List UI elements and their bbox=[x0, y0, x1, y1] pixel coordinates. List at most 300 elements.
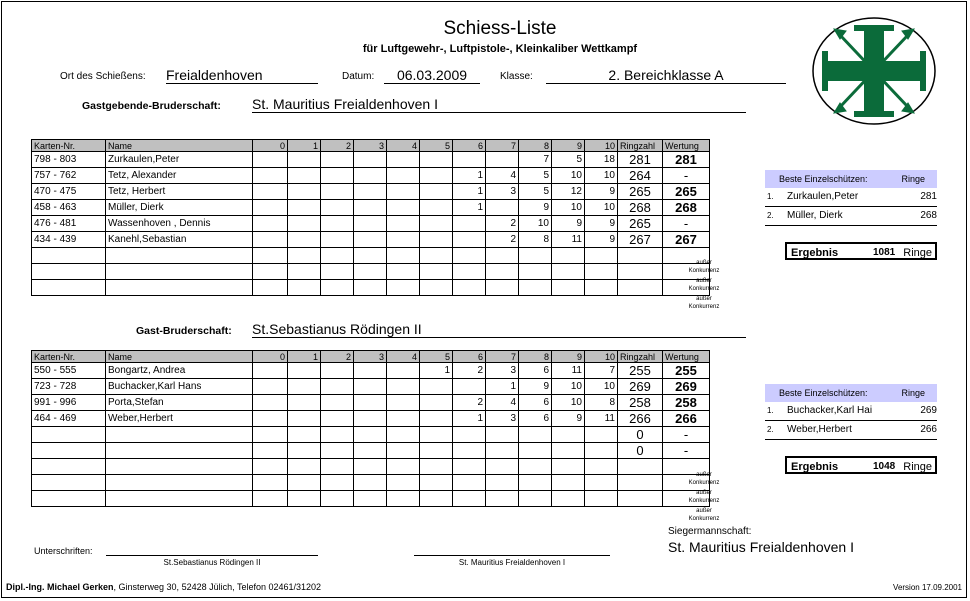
host-column-header: 9 bbox=[552, 140, 585, 152]
best-host-name: Zurkaulen,Peter bbox=[787, 191, 859, 202]
host-name-cell bbox=[106, 280, 253, 296]
guest-name-cell bbox=[106, 427, 253, 443]
best-host-header-unit: Ringe bbox=[901, 174, 925, 184]
host-ringzahl-cell: 267 bbox=[618, 232, 663, 248]
signature-line-host: St. Mauritius Freialdenhoven I bbox=[414, 555, 610, 567]
host-wertung-cell: - bbox=[663, 216, 710, 232]
host-count-cell bbox=[387, 152, 420, 168]
guest-count-cell bbox=[420, 491, 453, 507]
best-guest-ringe: 266 bbox=[920, 424, 937, 435]
signature-line-guest: St.Sebastianus Rödingen II bbox=[106, 555, 318, 567]
host-count-cell: 1 bbox=[453, 200, 486, 216]
guest-wertung-cell: - bbox=[663, 443, 710, 459]
guest-count-cell: 8 bbox=[585, 395, 618, 411]
host-count-cell bbox=[288, 216, 321, 232]
host-count-cell: 12 bbox=[552, 184, 585, 200]
guest-count-cell bbox=[321, 459, 354, 475]
host-count-cell bbox=[453, 280, 486, 296]
host-count-cell bbox=[387, 184, 420, 200]
guest-count-cell: 9 bbox=[519, 379, 552, 395]
guest-count-cell bbox=[321, 427, 354, 443]
guest-count-cell bbox=[552, 443, 585, 459]
guest-count-cell bbox=[519, 491, 552, 507]
host-count-cell bbox=[354, 152, 387, 168]
host-count-cell bbox=[354, 232, 387, 248]
host-karten-cell: 798 - 803 bbox=[32, 152, 106, 168]
guest-count-cell bbox=[253, 443, 288, 459]
guest-count-cell bbox=[387, 427, 420, 443]
guest-count-cell bbox=[321, 491, 354, 507]
host-count-cell bbox=[453, 264, 486, 280]
guest-header-row bbox=[32, 351, 710, 363]
host-count-cell bbox=[387, 168, 420, 184]
guest-ringzahl-cell bbox=[618, 475, 663, 491]
host-wertung-cell: - bbox=[663, 168, 710, 184]
host-count-cell bbox=[387, 200, 420, 216]
host-count-cell bbox=[486, 152, 519, 168]
host-count-cell: 10 bbox=[519, 216, 552, 232]
guest-count-cell bbox=[253, 475, 288, 491]
guest-wertung-cell: 258 bbox=[663, 395, 710, 411]
guest-count-cell bbox=[387, 475, 420, 491]
guest-ringzahl-cell bbox=[618, 459, 663, 475]
host-count-cell bbox=[453, 216, 486, 232]
guest-count-cell bbox=[321, 363, 354, 379]
host-karten-cell bbox=[32, 264, 106, 280]
best-host-header bbox=[765, 170, 937, 188]
guest-column-header: 4 bbox=[387, 351, 420, 363]
best-host-ringe: 268 bbox=[920, 210, 937, 221]
best-guest-box bbox=[765, 384, 937, 440]
guest-count-cell: 9 bbox=[552, 411, 585, 427]
guest-table-row bbox=[32, 459, 710, 475]
host-ringzahl-cell bbox=[618, 248, 663, 264]
host-column-header: 5 bbox=[420, 140, 453, 152]
host-count-cell bbox=[486, 264, 519, 280]
host-count-cell bbox=[321, 232, 354, 248]
guest-count-cell bbox=[585, 491, 618, 507]
host-ringzahl-cell: 264 bbox=[618, 168, 663, 184]
guest-count-cell bbox=[552, 491, 585, 507]
guest-ergebnis-unit: Ringe bbox=[903, 461, 932, 473]
host-ergebnis-value: 1081 bbox=[873, 247, 896, 258]
guest-count-cell bbox=[288, 491, 321, 507]
guest-count-cell bbox=[354, 379, 387, 395]
host-count-cell bbox=[420, 248, 453, 264]
guest-count-cell bbox=[552, 459, 585, 475]
guest-count-cell: 1 bbox=[453, 411, 486, 427]
guest-count-cell bbox=[387, 443, 420, 459]
host-count-cell bbox=[253, 232, 288, 248]
host-count-cell: 5 bbox=[519, 168, 552, 184]
host-ringzahl-cell bbox=[618, 264, 663, 280]
guest-count-cell bbox=[288, 475, 321, 491]
guest-count-cell bbox=[321, 411, 354, 427]
guest-count-cell bbox=[453, 427, 486, 443]
host-karten-cell: 470 - 475 bbox=[32, 184, 106, 200]
guest-count-cell bbox=[288, 395, 321, 411]
host-count-cell: 1 bbox=[453, 168, 486, 184]
ausser-konkurrenz-note: außer Konkurrenz bbox=[688, 260, 720, 274]
host-table-row bbox=[32, 280, 710, 296]
host-name-cell: Tetz, Herbert bbox=[106, 184, 253, 200]
best-host-name: Müller, Dierk bbox=[787, 210, 843, 221]
host-count-cell: 4 bbox=[486, 168, 519, 184]
host-count-cell bbox=[354, 216, 387, 232]
guest-name-cell: Buchacker,Karl Hans bbox=[106, 379, 253, 395]
guest-count-cell bbox=[354, 427, 387, 443]
klasse-label: Klasse: bbox=[500, 71, 533, 82]
ausser-konkurrenz-note: außer Konkurrenz bbox=[688, 490, 720, 504]
host-count-cell bbox=[288, 248, 321, 264]
host-count-cell bbox=[387, 248, 420, 264]
guest-count-cell bbox=[486, 459, 519, 475]
host-count-cell bbox=[354, 200, 387, 216]
host-count-cell bbox=[253, 184, 288, 200]
host-count-cell bbox=[552, 264, 585, 280]
guest-karten-cell: 723 - 728 bbox=[32, 379, 106, 395]
guest-count-cell bbox=[288, 379, 321, 395]
datum-label: Datum: bbox=[342, 71, 375, 82]
host-column-header: Name bbox=[106, 140, 253, 152]
guest-count-cell bbox=[288, 459, 321, 475]
ort-label: Ort des Schießens: bbox=[60, 71, 146, 82]
guest-count-cell bbox=[486, 427, 519, 443]
host-column-header: 1 bbox=[288, 140, 321, 152]
host-count-cell: 11 bbox=[552, 232, 585, 248]
guest-count-cell bbox=[519, 475, 552, 491]
guest-karten-cell: 550 - 555 bbox=[32, 363, 106, 379]
host-count-cell bbox=[288, 280, 321, 296]
footer-author bbox=[6, 582, 321, 592]
guest-score-table bbox=[31, 350, 710, 507]
guest-count-cell bbox=[321, 379, 354, 395]
guest-ringzahl-cell: 269 bbox=[618, 379, 663, 395]
host-count-cell bbox=[420, 280, 453, 296]
host-table-row bbox=[32, 264, 710, 280]
host-column-header: Wertung bbox=[663, 140, 710, 152]
best-host-row bbox=[765, 207, 937, 226]
host-name-cell bbox=[106, 248, 253, 264]
host-count-cell bbox=[253, 216, 288, 232]
host-name-cell: Wassenhoven , Dennis bbox=[106, 216, 253, 232]
host-count-cell bbox=[253, 168, 288, 184]
guest-column-header: 1 bbox=[288, 351, 321, 363]
host-table-row bbox=[32, 168, 710, 184]
host-count-cell bbox=[486, 200, 519, 216]
guest-ringzahl-cell: 0 bbox=[618, 443, 663, 459]
guest-count-cell bbox=[253, 491, 288, 507]
host-count-cell bbox=[354, 168, 387, 184]
host-count-cell bbox=[585, 280, 618, 296]
signatures-label: Unterschriften: bbox=[34, 546, 93, 556]
guest-count-cell bbox=[288, 427, 321, 443]
guest-count-cell bbox=[420, 443, 453, 459]
guest-count-cell: 10 bbox=[585, 379, 618, 395]
host-column-header: 0 bbox=[253, 140, 288, 152]
host-count-cell: 2 bbox=[486, 232, 519, 248]
guest-column-header: 2 bbox=[321, 351, 354, 363]
guest-count-cell: 7 bbox=[585, 363, 618, 379]
host-count-cell: 5 bbox=[519, 184, 552, 200]
best-guest-header-label: Beste Einzelschützen: bbox=[779, 388, 868, 398]
host-count-cell bbox=[288, 264, 321, 280]
guest-count-cell: 2 bbox=[453, 363, 486, 379]
guest-count-cell bbox=[585, 443, 618, 459]
best-guest-rank: 2. bbox=[767, 425, 774, 434]
ausser-konkurrenz-note: außer Konkurrenz bbox=[688, 472, 720, 486]
guest-ringzahl-cell: 255 bbox=[618, 363, 663, 379]
guest-name-cell bbox=[106, 443, 253, 459]
guest-column-header: 5 bbox=[420, 351, 453, 363]
host-ringzahl-cell: 265 bbox=[618, 216, 663, 232]
guest-count-cell bbox=[354, 395, 387, 411]
host-ringzahl-cell bbox=[618, 280, 663, 296]
guest-count-cell: 1 bbox=[420, 363, 453, 379]
guest-column-header: Wertung bbox=[663, 351, 710, 363]
best-host-rank: 2. bbox=[767, 211, 774, 220]
host-count-cell bbox=[453, 152, 486, 168]
guest-name-cell: Porta,Stefan bbox=[106, 395, 253, 411]
crossed-arrows-logo-icon bbox=[812, 17, 936, 125]
guest-count-cell bbox=[253, 395, 288, 411]
guest-count-cell bbox=[420, 379, 453, 395]
host-count-cell bbox=[420, 200, 453, 216]
page-subtitle: für Luftgewehr-, Luftpistole-, Kleinkaliber Wettkampf bbox=[362, 43, 638, 55]
guest-column-header: Karten-Nr. bbox=[32, 351, 106, 363]
best-host-row bbox=[765, 188, 937, 207]
guest-wertung-cell: 266 bbox=[663, 411, 710, 427]
guest-karten-cell bbox=[32, 459, 106, 475]
host-name-cell: Zurkaulen,Peter bbox=[106, 152, 253, 168]
host-count-cell bbox=[519, 264, 552, 280]
guest-count-cell bbox=[253, 363, 288, 379]
host-count-cell bbox=[387, 280, 420, 296]
guest-table-row bbox=[32, 475, 710, 491]
host-count-cell bbox=[354, 264, 387, 280]
guest-count-cell bbox=[387, 491, 420, 507]
guest-karten-cell bbox=[32, 427, 106, 443]
best-host-rank: 1. bbox=[767, 192, 774, 201]
host-count-cell bbox=[420, 184, 453, 200]
host-wertung-cell: 281 bbox=[663, 152, 710, 168]
best-guest-name: Weber,Herbert bbox=[787, 424, 852, 435]
guest-count-cell bbox=[253, 427, 288, 443]
host-column-header: 8 bbox=[519, 140, 552, 152]
host-count-cell bbox=[486, 248, 519, 264]
guest-table-row bbox=[32, 491, 710, 507]
host-count-cell bbox=[585, 264, 618, 280]
guest-count-cell bbox=[253, 459, 288, 475]
host-name-cell bbox=[106, 264, 253, 280]
host-count-cell bbox=[519, 248, 552, 264]
guest-count-cell: 10 bbox=[552, 395, 585, 411]
guest-count-cell bbox=[288, 363, 321, 379]
guest-wertung-cell: 269 bbox=[663, 379, 710, 395]
host-count-cell: 2 bbox=[486, 216, 519, 232]
host-count-cell: 9 bbox=[585, 184, 618, 200]
best-guest-row bbox=[765, 402, 937, 421]
host-count-cell bbox=[321, 248, 354, 264]
guest-count-cell bbox=[420, 395, 453, 411]
guest-karten-cell: 991 - 996 bbox=[32, 395, 106, 411]
host-count-cell: 10 bbox=[552, 200, 585, 216]
host-count-cell: 18 bbox=[585, 152, 618, 168]
guest-count-cell bbox=[519, 427, 552, 443]
guest-count-cell: 4 bbox=[486, 395, 519, 411]
host-count-cell bbox=[253, 152, 288, 168]
guest-count-cell bbox=[552, 427, 585, 443]
guest-count-cell: 3 bbox=[486, 411, 519, 427]
ausser-konkurrenz-note: außer Konkurrenz bbox=[688, 508, 720, 522]
host-count-cell bbox=[288, 168, 321, 184]
host-count-cell bbox=[321, 200, 354, 216]
best-guest-header bbox=[765, 384, 937, 402]
guest-ergebnis-value: 1048 bbox=[873, 461, 896, 472]
host-count-cell bbox=[453, 232, 486, 248]
host-ringzahl-cell: 265 bbox=[618, 184, 663, 200]
guest-column-header: 9 bbox=[552, 351, 585, 363]
guest-count-cell bbox=[321, 443, 354, 459]
host-column-header: 2 bbox=[321, 140, 354, 152]
host-name: St. Mauritius Freialdenhoven I bbox=[252, 96, 746, 113]
host-count-cell: 9 bbox=[519, 200, 552, 216]
guest-name-cell bbox=[106, 459, 253, 475]
host-count-cell: 9 bbox=[585, 216, 618, 232]
host-score-table bbox=[31, 139, 710, 296]
host-count-cell bbox=[420, 216, 453, 232]
guest-count-cell bbox=[453, 379, 486, 395]
guest-count-cell bbox=[453, 459, 486, 475]
guest-column-header: 6 bbox=[453, 351, 486, 363]
host-name-cell: Tetz, Alexander bbox=[106, 168, 253, 184]
guest-count-cell bbox=[420, 411, 453, 427]
guest-count-cell: 11 bbox=[552, 363, 585, 379]
host-count-cell bbox=[288, 184, 321, 200]
host-column-header: Ringzahl bbox=[618, 140, 663, 152]
guest-count-cell bbox=[354, 443, 387, 459]
host-count-cell bbox=[321, 184, 354, 200]
host-count-cell: 10 bbox=[552, 168, 585, 184]
host-count-cell: 9 bbox=[552, 216, 585, 232]
host-ringzahl-cell: 281 bbox=[618, 152, 663, 168]
guest-count-cell bbox=[519, 459, 552, 475]
guest-table-row bbox=[32, 395, 710, 411]
host-count-cell: 10 bbox=[585, 200, 618, 216]
guest-count-cell bbox=[552, 475, 585, 491]
host-count-cell bbox=[253, 264, 288, 280]
host-count-cell bbox=[387, 216, 420, 232]
host-count-cell: 9 bbox=[585, 232, 618, 248]
guest-count-cell bbox=[486, 491, 519, 507]
host-table-row bbox=[32, 152, 710, 168]
guest-column-header: 8 bbox=[519, 351, 552, 363]
host-count-cell bbox=[387, 232, 420, 248]
guest-count-cell bbox=[253, 379, 288, 395]
guest-column-header: Ringzahl bbox=[618, 351, 663, 363]
host-ergebnis bbox=[785, 242, 937, 260]
host-name-cell: Müller, Dierk bbox=[106, 200, 253, 216]
datum-field: 06.03.2009 bbox=[384, 67, 480, 84]
footer-author-name: Dipl.-Ing. Michael Gerken bbox=[6, 582, 114, 592]
guest-table-row bbox=[32, 411, 710, 427]
guest-column-header: 3 bbox=[354, 351, 387, 363]
host-count-cell: 1 bbox=[453, 184, 486, 200]
host-count-cell bbox=[253, 248, 288, 264]
host-count-cell: 10 bbox=[585, 168, 618, 184]
host-count-cell bbox=[552, 280, 585, 296]
guest-ringzahl-cell: 0 bbox=[618, 427, 663, 443]
guest-count-cell bbox=[420, 459, 453, 475]
guest-table-row bbox=[32, 363, 710, 379]
guest-column-header: Name bbox=[106, 351, 253, 363]
guest-karten-cell bbox=[32, 475, 106, 491]
guest-count-cell bbox=[420, 475, 453, 491]
guest-ergebnis-label: Ergebnis bbox=[791, 461, 839, 473]
guest-karten-cell: 464 - 469 bbox=[32, 411, 106, 427]
guest-name-cell bbox=[106, 491, 253, 507]
host-count-cell bbox=[420, 168, 453, 184]
guest-count-cell: 11 bbox=[585, 411, 618, 427]
host-karten-cell: 434 - 439 bbox=[32, 232, 106, 248]
host-column-header: 3 bbox=[354, 140, 387, 152]
guest-name-cell: Weber,Herbert bbox=[106, 411, 253, 427]
best-host-ringe: 281 bbox=[920, 191, 937, 202]
host-column-header: 7 bbox=[486, 140, 519, 152]
ausser-konkurrenz-note: außer Konkurrenz bbox=[688, 296, 720, 310]
guest-count-cell bbox=[253, 411, 288, 427]
host-count-cell bbox=[354, 248, 387, 264]
host-table-row bbox=[32, 216, 710, 232]
host-count-cell bbox=[420, 152, 453, 168]
host-ergebnis-label: Ergebnis bbox=[791, 247, 839, 259]
guest-count-cell: 2 bbox=[453, 395, 486, 411]
guest-table-row bbox=[32, 427, 710, 443]
best-guest-header-unit: Ringe bbox=[901, 388, 925, 398]
guest-column-header: 7 bbox=[486, 351, 519, 363]
best-host-header-label: Beste Einzelschützen: bbox=[779, 174, 868, 184]
guest-count-cell bbox=[354, 411, 387, 427]
guest-count-cell bbox=[486, 443, 519, 459]
guest-ringzahl-cell: 266 bbox=[618, 411, 663, 427]
ort-field: Freialdenhoven bbox=[166, 67, 318, 84]
host-ringzahl-cell: 268 bbox=[618, 200, 663, 216]
best-host-box bbox=[765, 170, 937, 226]
host-count-cell bbox=[321, 168, 354, 184]
guest-count-cell bbox=[387, 411, 420, 427]
guest-count-cell bbox=[354, 459, 387, 475]
host-count-cell bbox=[321, 216, 354, 232]
host-table-row bbox=[32, 248, 710, 264]
guest-count-cell bbox=[354, 363, 387, 379]
guest-count-cell bbox=[585, 475, 618, 491]
host-label: Gastgebende-Bruderschaft: bbox=[82, 100, 221, 112]
host-karten-cell bbox=[32, 248, 106, 264]
guest-ringzahl-cell: 258 bbox=[618, 395, 663, 411]
guest-count-cell bbox=[453, 475, 486, 491]
guest-name-cell bbox=[106, 475, 253, 491]
guest-wertung-cell: - bbox=[663, 427, 710, 443]
guest-name-cell: Bongartz, Andrea bbox=[106, 363, 253, 379]
guest-name: St.Sebastianus Rödingen II bbox=[252, 321, 746, 338]
klasse-field: 2. Bereichklasse A bbox=[546, 67, 786, 84]
host-ergebnis-unit: Ringe bbox=[903, 247, 932, 259]
host-count-cell bbox=[387, 264, 420, 280]
host-karten-cell: 757 - 762 bbox=[32, 168, 106, 184]
sieger-label: Siegermannschaft: bbox=[668, 526, 752, 537]
host-name-cell: Kanehl,Sebastian bbox=[106, 232, 253, 248]
host-count-cell: 7 bbox=[519, 152, 552, 168]
